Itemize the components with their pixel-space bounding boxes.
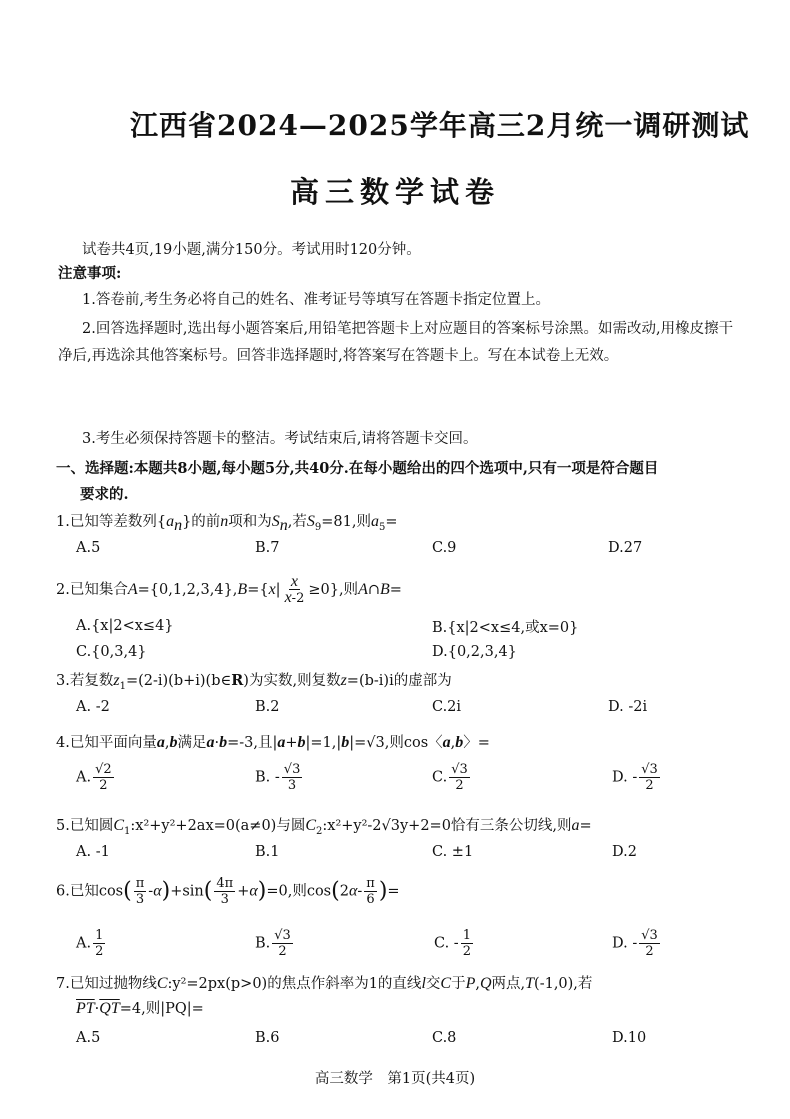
q7-option-c: C.8: [432, 1030, 457, 1046]
q6-option-d: D. - $\frac{√3}{2}$: [612, 928, 658, 959]
q7-option-b: B.6: [255, 1030, 280, 1046]
note-3: 3.考生必须保持答题卡的整洁。考试结束后,请将答题卡交回。: [82, 431, 478, 447]
page-footer: 高三数学 第1页(共4页): [314, 1071, 476, 1087]
q6-option-a: A. $\frac{1}{2}$: [76, 928, 104, 959]
q5-option-b: B.1: [255, 844, 280, 860]
q3-option-d: D. -2i: [608, 699, 648, 715]
q6-option-c: C. - $\frac{1}{2}$: [434, 928, 471, 959]
q3-option-a: A. -2: [76, 699, 110, 715]
q4-option-a: A. $\frac{√2}{2}$: [76, 762, 112, 793]
question-2: 2.已知集合A={0,1,2,3,4},B={x| $\frac{x}{x-2}$ ≥0},则A∩B=: [56, 573, 402, 606]
q5-option-d: D.2: [612, 844, 637, 860]
question-1: 1.已知等差数列$\{a_n\}$的前n项和为$S_n$,若$S_9=81$,则$a_5=$: [56, 513, 398, 534]
q4-option-d: D. - $\frac{√3}{2}$: [612, 762, 658, 793]
q2-option-a: A.{x|2<x≤4}: [76, 618, 174, 634]
q4-option-c: C. $\frac{√3}{2}$: [432, 762, 468, 793]
section-heading: 一、选择题:本题共8小题,每小题5分,共40分.在每小题给出的四个选项中,只有一项是符合题目: [56, 460, 659, 477]
q2-option-b: B.{x|2<x≤4,或x=0}: [432, 620, 579, 636]
q6-option-b: B. $\frac{√3}{2}$: [255, 928, 291, 959]
question-6: 6.已知cos( $\frac{\pi}{3}$ -α)+sin( $\frac{4\pi}{3}$ +α)=0,则cos(2α- $\frac{\pi}{6}$ )=: [56, 876, 400, 907]
question-4: 4.已知平面向量a,b满足a·b=-3,且|a+b|=1,|b|=√3,则cos〈a,b〉=: [56, 734, 490, 751]
q2-option-d: D.{0,2,3,4}: [432, 644, 517, 660]
exam-subtitle: 高三数学试卷: [289, 175, 500, 209]
q1-option-c: C.9: [432, 540, 457, 556]
q5-option-c: C. ±1: [432, 844, 474, 860]
notice-title: 注意事项:: [58, 265, 122, 282]
q1-option-d: D.27: [608, 540, 643, 556]
note-1: 1.答卷前,考生务必将自己的姓名、准考证号等填写在答题卡指定位置上。: [82, 292, 550, 308]
question-7-line2: $\overline{PT}\cdot\overline{QT}=4$,则|PQ|=: [76, 1000, 204, 1017]
question-7: 7.已知过抛物线C:y²=2px(p>0)的焦点作斜率为1的直线l交C于P,Q两点,T(-1,0),若: [56, 975, 593, 992]
q4-option-b: B. - $\frac{√3}{3}$: [255, 762, 301, 793]
exam-title: 江西省2024—2025学年高三2月统一调研测试: [130, 109, 750, 142]
q7-option-a: A.5: [76, 1030, 101, 1046]
q5-option-a: A. -1: [76, 844, 110, 860]
question-5: 5.已知圆$C_1:x^2+y^2+2ax=0(a\ne 0)$与圆$C_2:x^2+y^2-2√3y+2=0$恰有三条公切线,则a=: [56, 817, 592, 837]
q3-option-b: B.2: [255, 699, 280, 715]
q7-option-d: D.10: [612, 1030, 647, 1046]
q1-option-a: A.5: [76, 540, 101, 556]
q3-option-c: C.2i: [432, 699, 462, 715]
question-3: 3.若复数$z_1=(2-i)(b+i)(b\in R)$为实数,则复数z=(b-i)i的虚部为: [56, 672, 452, 692]
section-heading-cont: 要求的.: [80, 486, 129, 503]
note-2: 2.回答选择题时,选出每小题答案后,用铅笔把答题卡上对应题目的答案标号涂黑。如需改动,用橡皮擦干净后,再选涂其他答案标号。回答非选择题时,将答案写在答题卡上。写在本试卷上无效。: [58, 321, 734, 364]
q1-option-b: B.7: [255, 540, 280, 556]
q2-option-c: C.{0,3,4}: [76, 644, 147, 660]
exam-info: 试卷共4页,19小题,满分150分。考试用时120分钟。: [82, 242, 421, 258]
